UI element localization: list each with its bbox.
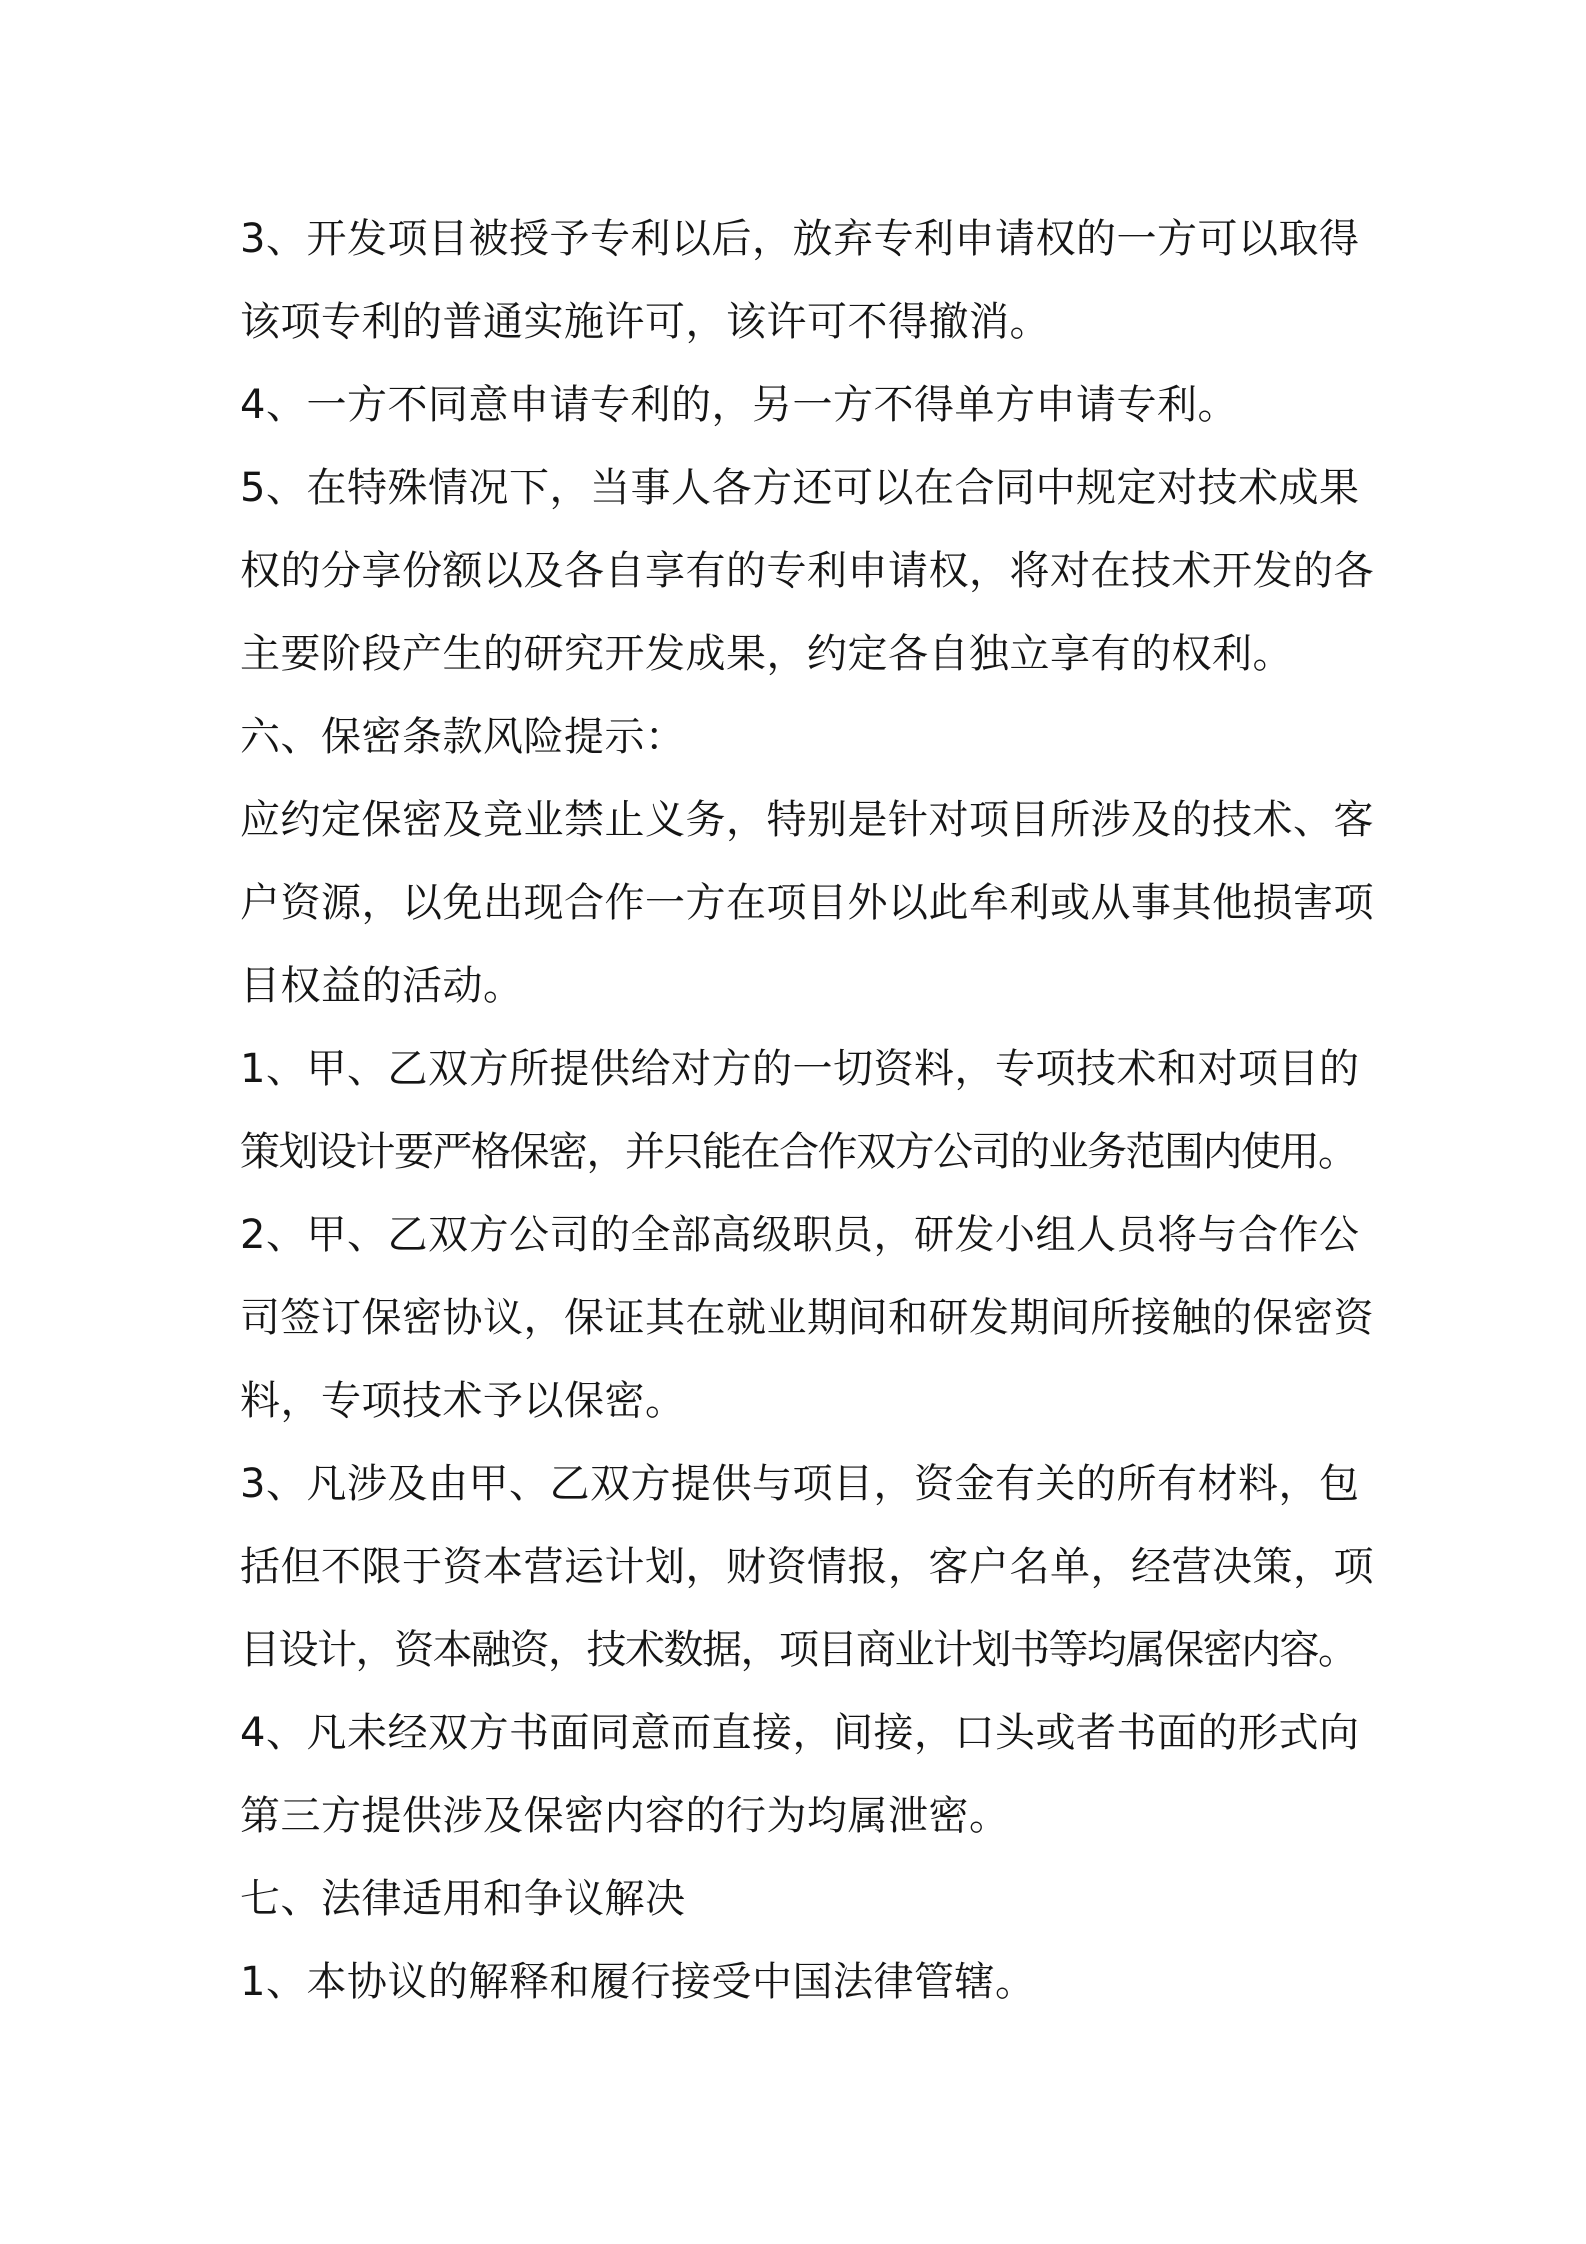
text-line: 4、凡未经双方书面同意而直接，间接，口头或者书面的形式向 — [240, 1710, 1360, 1756]
text-line: 第三方提供涉及保密内容的行为均属泄密。 — [240, 1793, 1010, 1839]
text-line: 4、一方不同意申请专利的，另一方不得单方申请专利。 — [240, 382, 1238, 428]
text-line: 策划设计要严格保密，并只能在合作双方公司的业务范围内使用。 — [240, 1129, 1357, 1175]
section-heading-confidentiality: 六、保密条款风险提示： — [240, 714, 686, 760]
text-line: 3、开发项目被授予专利以后，放弃专利申请权的一方可以取得 — [240, 216, 1360, 262]
text-line: 料，专项技术予以保密。 — [240, 1378, 686, 1424]
text-line: 户资源，以免出现合作一方在项目外以此牟利或从事其他损害项 — [240, 880, 1374, 926]
text-line: 主要阶段产生的研究开发成果，约定各自独立享有的权利。 — [240, 631, 1293, 677]
text-line: 2、甲、乙双方公司的全部高级职员，研发小组人员将与合作公 — [240, 1212, 1360, 1258]
text-line: 1、本协议的解释和履行接受中国法律管辖。 — [240, 1959, 1036, 2005]
text-line: 目设计，资本融资，技术数据，项目商业计划书等均属保密内容。 — [240, 1627, 1357, 1673]
document-body — [240, 198, 1374, 2024]
text-line: 目权益的活动。 — [240, 963, 524, 1009]
section-heading-law-disputes: 七、法律适用和争议解决 — [240, 1876, 686, 1922]
text-line: 司签订保密协议，保证其在就业期间和研发期间所接触的保密资 — [240, 1295, 1374, 1341]
text-line: 3、凡涉及由甲、乙双方提供与项目，资金有关的所有材料，包 — [240, 1461, 1360, 1507]
text-line: 括但不限于资本营运计划，财资情报，客户名单，经营决策，项 — [240, 1544, 1374, 1590]
text-line: 1、甲、乙双方所提供给对方的一切资料，专项技术和对项目的 — [240, 1046, 1360, 1092]
text-line: 权的分享份额以及各自享有的专利申请权，将对在技术开发的各 — [240, 548, 1374, 594]
text-line: 该项专利的普通实施许可，该许可不得撤消。 — [240, 299, 1050, 345]
text-line: 5、在特殊情况下，当事人各方还可以在合同中规定对技术成果 — [240, 465, 1360, 511]
text-line: 应约定保密及竞业禁止义务，特别是针对项目所涉及的技术、客 — [240, 797, 1374, 843]
